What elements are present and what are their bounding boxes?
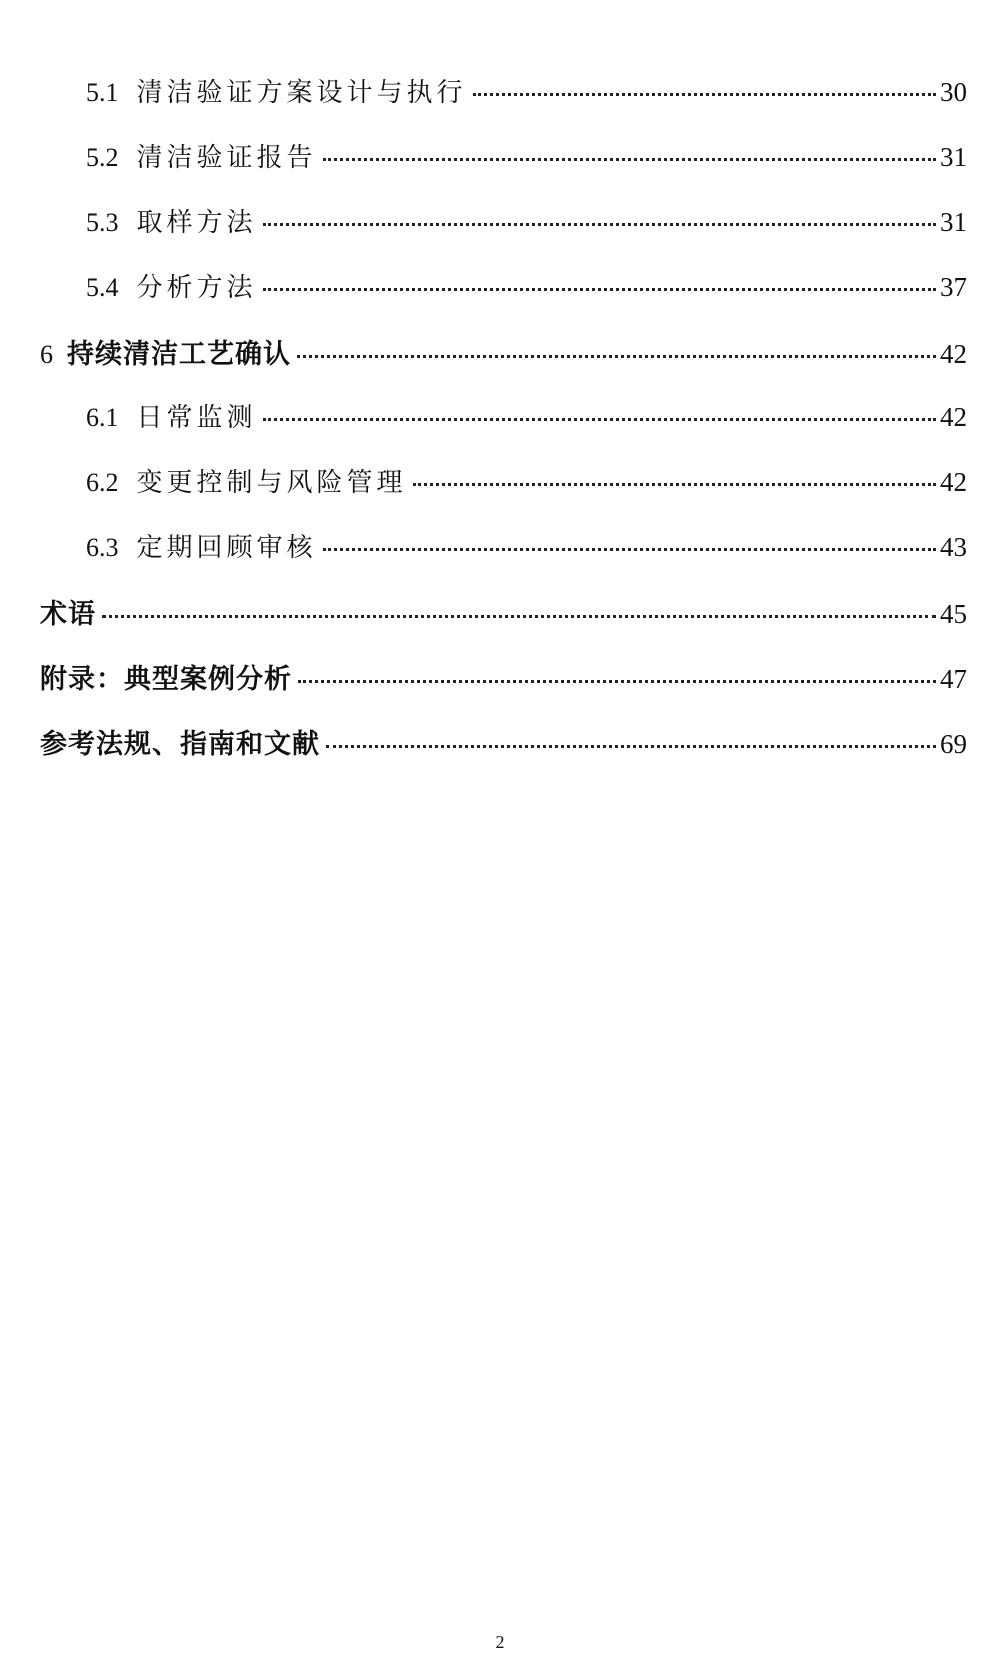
toc-entry-page: 31 xyxy=(940,142,967,172)
toc-entry-title: 持续清洁工艺确认 xyxy=(67,339,291,370)
dot-leader xyxy=(413,483,936,486)
toc-entry-page: 42 xyxy=(940,339,967,369)
toc-entry-title: 分析方法 xyxy=(136,273,257,303)
toc-entry-page: 30 xyxy=(940,77,967,107)
toc-entry-number: 5.1 xyxy=(86,78,119,107)
toc-entry-page: 43 xyxy=(940,532,967,562)
toc-entry-5-2[interactable] xyxy=(86,137,967,177)
toc-entry-title: 清洁验证方案设计与执行 xyxy=(136,78,467,108)
toc-entry-5-1[interactable] xyxy=(86,72,967,112)
toc-entry-page: 47 xyxy=(940,664,967,694)
toc-entry-number: 6.2 xyxy=(86,468,119,497)
toc-entry-number: 6 xyxy=(40,340,53,369)
toc-entry-number: 6.1 xyxy=(86,403,119,432)
toc-entry-number: 5.2 xyxy=(86,143,119,172)
dot-leader xyxy=(263,223,936,226)
toc-entry-page: 31 xyxy=(940,207,967,237)
toc-entry-number: 6.3 xyxy=(86,533,119,562)
toc-entry-page: 37 xyxy=(940,272,967,302)
dot-leader xyxy=(263,288,936,291)
dot-leader xyxy=(473,93,936,96)
toc-entry-page: 69 xyxy=(940,729,967,759)
toc-entry-page: 42 xyxy=(940,402,967,432)
toc-entry-number: 5.4 xyxy=(86,273,119,302)
toc-entry-title: 取样方法 xyxy=(136,208,257,238)
toc-entry-6-2[interactable] xyxy=(86,462,967,502)
dot-leader xyxy=(297,355,936,358)
toc-entry-page: 45 xyxy=(940,599,967,629)
dot-leader xyxy=(323,158,936,161)
dot-leader xyxy=(263,418,936,421)
page-number: 2 xyxy=(495,1632,505,1652)
toc-entry-title: 术语 xyxy=(40,599,96,630)
toc-entry-references[interactable] xyxy=(40,722,967,762)
toc-entry-6[interactable] xyxy=(40,332,967,372)
toc-entry-title: 定期回顾审核 xyxy=(136,533,317,563)
toc-entry-6-1[interactable] xyxy=(86,397,967,437)
dot-leader xyxy=(102,615,936,618)
toc-entry-number: 5.3 xyxy=(86,208,119,237)
toc-entry-title: 附录：典型案例分析 xyxy=(40,664,292,695)
toc-entry-5-4[interactable] xyxy=(86,267,967,307)
toc-entry-page: 42 xyxy=(940,467,967,497)
toc-entry-title: 参考法规、指南和文献 xyxy=(40,729,320,760)
dot-leader xyxy=(323,548,936,551)
dot-leader xyxy=(298,680,936,683)
toc-entry-appendix[interactable] xyxy=(40,657,967,697)
toc-entry-5-3[interactable] xyxy=(86,202,967,242)
toc-entry-title: 变更控制与风险管理 xyxy=(136,468,407,498)
dot-leader xyxy=(326,745,936,748)
toc-entry-terminology[interactable] xyxy=(40,592,967,632)
toc-entry-title: 日常监测 xyxy=(136,403,257,433)
toc-entry-title: 清洁验证报告 xyxy=(136,143,317,173)
toc-entry-6-3[interactable] xyxy=(86,527,967,567)
